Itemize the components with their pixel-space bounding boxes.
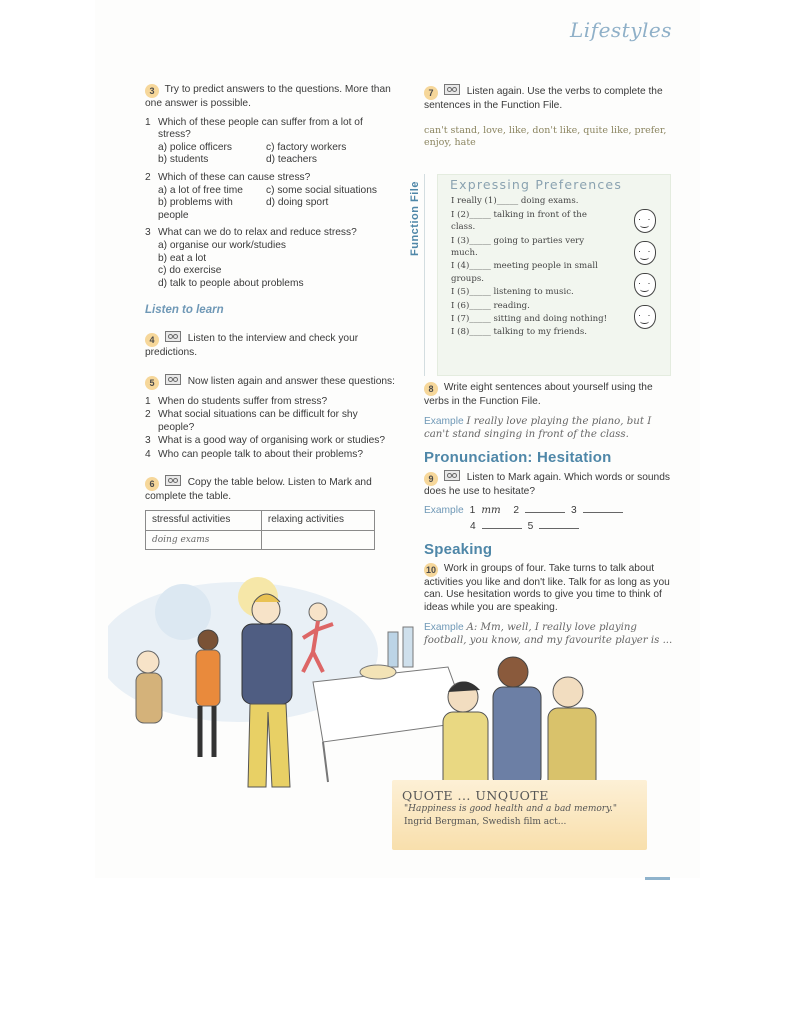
task-number-badge: 7	[424, 86, 438, 100]
question-item	[145, 409, 395, 434]
example-number: 2	[513, 504, 519, 516]
cassette-icon	[444, 84, 460, 95]
option: a) a lot of free time	[158, 184, 243, 196]
answer-blank	[583, 503, 623, 513]
example-label: Example	[424, 416, 464, 428]
task-number-badge: 6	[145, 477, 159, 491]
option: c) factory workers	[266, 141, 347, 153]
cassette-icon	[165, 475, 181, 486]
question-number: 2	[145, 171, 151, 183]
function-file-title: Expressing Preferences	[450, 176, 623, 192]
cassette-icon	[444, 470, 460, 481]
task-8	[424, 382, 679, 442]
example-text: A: Mm, well, I really love playing football, you know, and my favourite player is ...	[424, 622, 673, 646]
question-number: 1	[145, 116, 151, 128]
task-4	[145, 331, 395, 360]
task-5-instruction: Now listen again and answer these questions:	[187, 375, 395, 387]
example-label: Example	[424, 622, 464, 634]
options-grid	[158, 142, 395, 167]
task-number-badge: 3	[145, 84, 159, 98]
option: b) eat a lot	[158, 252, 207, 264]
question-item	[145, 449, 395, 462]
function-file-box	[437, 174, 671, 376]
option: d) teachers	[266, 154, 317, 166]
table-header: stressful activities	[146, 511, 262, 531]
task-10-instruction: Work in groups of four. Take turns to talk about activities you like and don't like. Talk for as long as you can. Use hesitation words to give you time to think of ideas while you are speaking.	[424, 562, 670, 613]
section-heading-pronunciation: Pronunciation: Hesitation	[424, 448, 612, 466]
options-list	[158, 240, 395, 290]
question-number: 3	[145, 435, 151, 447]
sentence-line: I (3)_____ going to parties very much.	[451, 235, 585, 258]
sentence-line: I (4)_____ meeting people in small groups.	[451, 261, 598, 284]
sentence-line: I (2)_____ talking in front of the class.	[451, 209, 587, 233]
party-illustration	[108, 572, 653, 802]
example-row	[424, 519, 679, 534]
table-cell-empty	[261, 530, 374, 550]
question-item	[145, 435, 395, 448]
task-3-questions	[145, 117, 395, 291]
example-number: 3	[570, 504, 577, 516]
section-heading-speaking: Speaking	[424, 540, 493, 558]
option: a) organise our work/studies	[158, 239, 286, 251]
option: b) problems with people	[158, 197, 233, 221]
quote-body: "Happiness is good health and a bad memory."	[404, 804, 617, 814]
task-9-instruction: Listen to Mark again. Which words or sounds does he use to hesitate?	[424, 472, 670, 498]
task-4-instruction: Listen to the interview and check your predictions.	[145, 332, 359, 358]
friends-on-right	[443, 657, 596, 792]
option: b) students	[158, 154, 209, 166]
question-text: Which of these people can suffer from a lot of stress?	[158, 116, 363, 141]
function-file-tab: Function File	[409, 181, 421, 257]
option: c) do exercise	[158, 265, 222, 277]
answer-blank	[525, 503, 565, 513]
question-number: 4	[145, 448, 151, 460]
example-label: Example	[424, 504, 464, 516]
task-6-instruction: Copy the table below. Listen to Mark and complete the table.	[145, 477, 372, 503]
example-block	[424, 416, 679, 441]
task-5	[145, 374, 395, 462]
example-answer: mm	[481, 504, 501, 516]
option: c) some social situations	[266, 184, 377, 196]
answer-blank	[482, 519, 522, 529]
face-icon	[634, 241, 656, 265]
option: d) doing sport	[266, 197, 329, 209]
question-text: Who can people talk to about their problems?	[158, 448, 364, 460]
activities-table	[145, 510, 375, 550]
task-6	[145, 475, 395, 550]
task-7	[424, 84, 679, 150]
question-text: What social situations can be difficult for shy people?	[158, 409, 358, 433]
table-header: relaxing activities	[261, 511, 374, 531]
task-number-badge: 10	[425, 564, 436, 575]
example-number: 5	[527, 521, 534, 533]
task-number-badge: 9	[424, 472, 438, 486]
option: a) police officers	[158, 141, 232, 153]
sentence-line: I (5)_____ listening to music.	[451, 287, 574, 298]
left-column	[145, 84, 395, 560]
task-5-questions	[145, 396, 395, 462]
question-text: When do students suffer from stress?	[158, 395, 328, 407]
face-icon	[634, 273, 656, 297]
options-grid	[158, 185, 395, 223]
task-9	[424, 470, 679, 534]
question-item	[145, 396, 395, 409]
face-icon	[634, 305, 656, 329]
task-3	[145, 84, 395, 290]
question-text: What is a good way of organising work or studies?	[158, 435, 386, 447]
answer-blank	[539, 519, 579, 529]
question-number: 1	[145, 395, 151, 407]
question-text: Which of these can cause stress?	[158, 171, 311, 183]
question-item	[145, 172, 395, 222]
example-number: 1	[469, 504, 476, 516]
task-number-badge: 5	[145, 376, 159, 390]
function-file-lines	[451, 195, 611, 338]
question-item	[145, 227, 395, 290]
task-8-instruction: Write eight sentences about yourself using the verbs in the Function File.	[424, 381, 653, 407]
option: d) talk to people about problems	[158, 277, 304, 289]
example-number: 4	[470, 521, 476, 533]
sentence-line: I (8)_____ talking to my friends.	[451, 327, 587, 338]
task-number-badge: 4	[145, 333, 159, 347]
quote-author: Ingrid Bergman, Swedish film act...	[404, 817, 567, 827]
question-number: 3	[145, 227, 151, 239]
page-edge-marker	[645, 877, 670, 880]
question-text: What can we do to relax and reduce stress?	[158, 227, 357, 239]
example-text: I really love playing the piano, but I can't stand singing in front of the class.	[424, 416, 652, 440]
sentence-line: I (6)_____ reading.	[451, 300, 530, 311]
cassette-icon	[165, 331, 181, 342]
sentence-line: I (7)_____ sitting and doing nothing!	[451, 314, 608, 325]
task-3-instruction: Try to predict answers to the questions. More than one answer is possible.	[145, 84, 391, 109]
task-number-badge: 8	[424, 382, 438, 396]
function-file	[409, 174, 679, 376]
task-7-instruction: Listen again. Use the verbs to complete the sentences in the Function File.	[424, 86, 663, 111]
table-cell-example: doing exams	[146, 530, 262, 550]
quote-title: QUOTE ... UNQUOTE	[402, 788, 549, 803]
example-row	[424, 503, 679, 518]
face-icon	[634, 209, 656, 233]
section-heading-listen: Listen to learn	[145, 304, 224, 317]
sentence-line: I really (1)_____ doing exams.	[451, 196, 579, 207]
verb-list: can't stand, love, like, don't like, quite like, prefer, enjoy, hate	[424, 124, 667, 149]
page-header-title: Lifestyles	[569, 18, 672, 42]
question-number: 2	[145, 409, 151, 421]
question-item	[145, 117, 395, 167]
cassette-icon	[165, 374, 181, 385]
quote-box	[392, 780, 647, 850]
